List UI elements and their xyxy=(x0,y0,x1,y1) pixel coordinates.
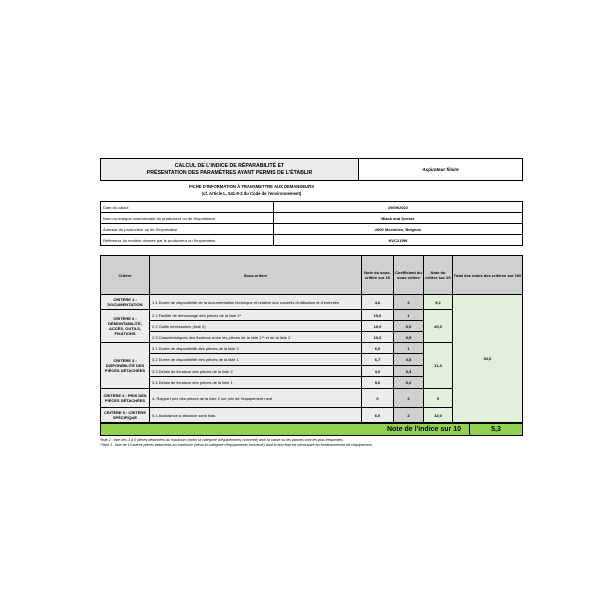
coef-2-2: 0,5 xyxy=(394,321,424,332)
footnotes xyxy=(100,438,523,448)
info-value: 29/09/2022 xyxy=(387,204,409,210)
header-total: Total des notes des critères sur 100 xyxy=(453,256,522,295)
sheet-header xyxy=(100,158,523,181)
coef-2-3: 0,5 xyxy=(394,332,424,343)
subcriteria-5-1: 5.1 Assistance à distance sans frais xyxy=(150,408,362,423)
score-table xyxy=(100,255,523,436)
criteria-3: CRITÈRE 3 : DISPONIBILITÉ DES PIÈCES DÉTACHÉES xyxy=(101,343,150,389)
subcriteria-3-1: 3.1 Durée de disponibilité des pièces de la liste 2 xyxy=(150,343,362,354)
info-table xyxy=(100,201,523,246)
coef-1-1: 2 xyxy=(394,295,424,310)
final-score-bar xyxy=(101,423,522,435)
info-row-date xyxy=(101,202,522,213)
info-row-reference xyxy=(101,235,522,246)
coef-3-2: 0,5 xyxy=(394,354,424,366)
criteria-note-5: 12,0 xyxy=(424,408,453,423)
coef-3-1: 1 xyxy=(394,343,424,354)
title-line-1: CALCUL DE L'INDICE DE RÉPARABILITÉ ET xyxy=(174,162,285,169)
title-line-2: PRÉSENTATION DES PARAMÈTRES AYANT PERMIS DE L'ÉTABLIR xyxy=(146,169,313,176)
note-3-3: 3,0 xyxy=(362,366,394,377)
info-label: Adresse du producteur ou de l'importateur xyxy=(101,224,274,234)
subcriteria-2-3: 2.3 Caractéristiques des fixations entre les pièces de la liste 1** et de la liste 2 xyxy=(150,332,362,343)
final-score-label: Note de l'indice sur 10 xyxy=(386,426,461,433)
subcriteria-2-1: 2.1 Facilité de démontage des pièces de la liste 2* xyxy=(150,310,362,321)
subcriteria-4: 4. Rapport prix des pièces de la liste 2 sur prix de l'équipement neuf xyxy=(150,389,362,408)
header-note-crit: Note du critère sur 20 xyxy=(424,256,453,295)
criteria-5: CRITÈRE 5 : CRITÈRE SPÉCIFIQUE xyxy=(101,408,150,423)
info-value: 2800 Mechelen, Belgium xyxy=(374,226,422,232)
criteria-note-4: 0 xyxy=(424,389,453,408)
footnote-list-2: *liste 2 : liste des 3 à 5 pièces détachées au maximum (selon la catégorie d'équipements concerné) dont la casse ou les pannes sont les plus fréquentes ; xyxy=(100,438,345,442)
coef-3-3: 0,3 xyxy=(394,366,424,377)
note-5-1: 6,0 xyxy=(362,408,394,423)
coef-2-1: 1 xyxy=(394,310,424,321)
subcriteria-3-2: 3.2 Durée de disponibilité des pièces de la liste 1 xyxy=(150,354,362,366)
info-label: Référence du modèle donnée par le producteur ou l'importateur xyxy=(101,235,274,245)
footnote-list-1: **liste 1 : liste de 10 autres pièces détachées au maximum (selon la catégorie d'équipements concerné) dont le bon état est nécessaire au fonctionnement de l'équipement. xyxy=(100,443,373,447)
note-1-1: 4,6 xyxy=(362,295,394,310)
subcriteria-3-3: 3.3 Délais de livraison des pièces de la liste 2 xyxy=(150,366,362,377)
info-label: Nom ou marque commerciale du producteur ou de l'importateur xyxy=(101,213,274,223)
info-value: Black and Decker xyxy=(381,215,415,221)
note-3-2: 6,7 xyxy=(362,354,394,366)
note-4: 0 xyxy=(362,389,394,408)
subcriteria-2-2: 2.2 Outils nécessaires (liste 2) xyxy=(150,321,362,332)
criteria-total: 52,6 xyxy=(453,295,522,423)
header-criteria: Critère xyxy=(101,256,150,295)
info-label: Date du calcul xyxy=(101,202,274,212)
info-row-address xyxy=(101,224,522,235)
criteria-2: CRITÈRE 2 : DÉMONTABILITÉ, ACCÈS, OUTILS, FIXATIONS xyxy=(101,310,150,343)
note-3-4: 5,6 xyxy=(362,377,394,389)
coef-4: 2 xyxy=(394,389,424,408)
product-type: Aspirateur filaire xyxy=(422,167,459,172)
note-2-1: 10,0 xyxy=(362,310,394,321)
repairability-sheet xyxy=(100,158,523,448)
note-3-1: 6,0 xyxy=(362,343,394,354)
criteria-note-3: 11,3 xyxy=(424,343,453,389)
header-note-sub: Note du sous-critère sur 10 xyxy=(362,256,394,295)
info-row-brand xyxy=(101,213,522,224)
sheet-title xyxy=(101,159,359,180)
criteria-4: CRITÈRE 4 : PRIX DES PIÈCES DÉTACHÉES xyxy=(101,389,150,408)
header-subcriteria: Sous-critère xyxy=(150,256,362,295)
subcriteria-3-4: 3.4 Délais de livraison des pièces de la liste 1 xyxy=(150,377,362,389)
fiche-line-2: (cf. Article L. 541-9-2 du Code de l'environnement) xyxy=(201,191,302,196)
coef-3-4: 0,2 xyxy=(394,377,424,389)
fiche-line-1: FICHE D'INFORMATION À TRANSMETTRE AUX DEMANDEURS xyxy=(189,184,314,189)
criteria-note-2: 20,0 xyxy=(424,310,453,343)
fiche-heading xyxy=(0,184,523,197)
coef-5-1: 2 xyxy=(394,408,424,423)
info-value: NVC215W xyxy=(388,237,408,243)
criteria-1: CRITÈRE 1 : DOCUMENTATION xyxy=(101,295,150,310)
subcriteria-1-1: 1.1 Durée de disponibilité de la documentation technique et relative aux conseils d'utilisation et d'entretien xyxy=(150,295,362,310)
criteria-note-1: 9,2 xyxy=(424,295,453,310)
header-coef: Coefficient du sous critère xyxy=(394,256,424,295)
note-2-2: 10,0 xyxy=(362,321,394,332)
final-score-value: 5,3 xyxy=(469,424,522,435)
note-2-3: 10,0 xyxy=(362,332,394,343)
